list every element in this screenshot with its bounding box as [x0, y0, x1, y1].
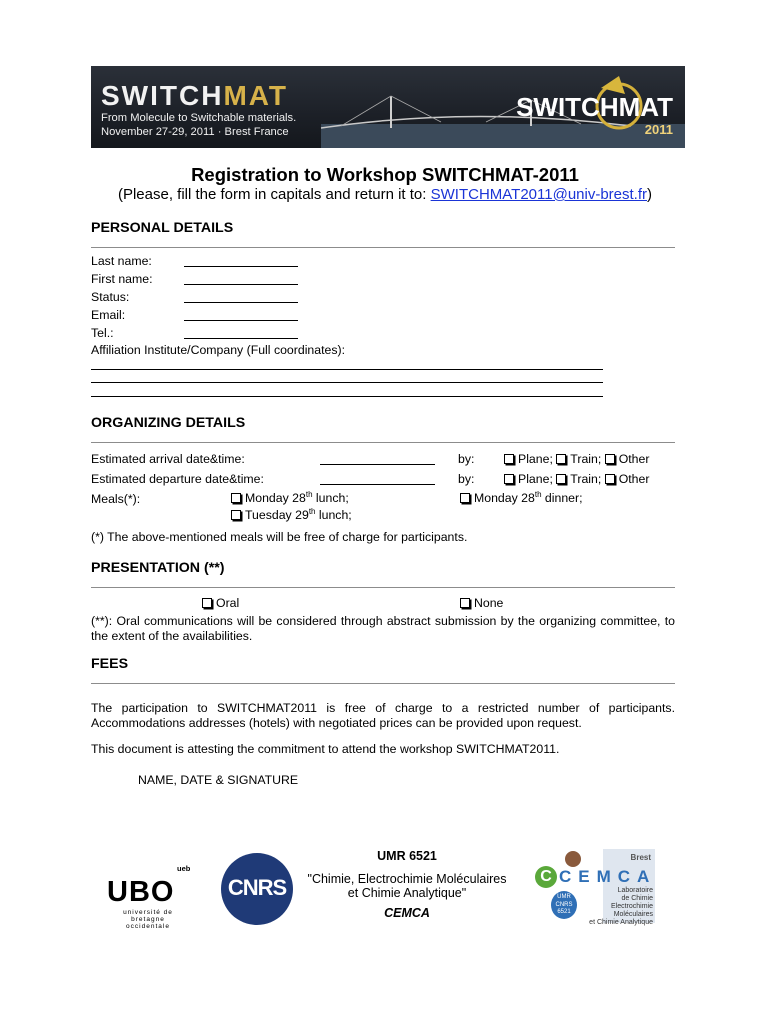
departure-label: Estimated departure date&time:	[91, 472, 264, 486]
affiliation-line-3[interactable]	[91, 396, 603, 397]
checkbox-icon[interactable]	[504, 474, 514, 484]
affiliation-line-1[interactable]	[91, 369, 603, 370]
first-name-label: First name:	[91, 272, 153, 286]
checkbox-icon[interactable]	[556, 474, 566, 484]
email-field[interactable]	[184, 308, 298, 321]
first-name-field[interactable]	[184, 272, 298, 285]
banner-subtitle: From Molecule to Switchable materials. November 27-29, 2011 · Brest France	[101, 112, 297, 138]
departure-by-label: by:	[458, 472, 475, 486]
fees-heading: FEES	[91, 656, 129, 672]
cnrs-logo: CNRS	[221, 853, 293, 925]
checkbox-icon[interactable]	[231, 493, 241, 503]
email-link[interactable]: SWITCHMAT2011@univ-brest.fr	[430, 186, 648, 203]
presentation-heading: PRESENTATION (**)	[91, 560, 225, 576]
ueb-logo: ueb	[177, 864, 191, 873]
divider	[91, 587, 675, 588]
cemca-logo: Brest C CEMCA UMR CNRS 6521 Laboratoire de Chimie Electrochimie Moléculaires et Chimie Analytique	[533, 849, 655, 923]
checkbox-icon[interactable]	[605, 474, 615, 484]
cemca-label: CEMCA	[384, 906, 430, 920]
departure-transport: Plane; Train; Other	[504, 472, 649, 486]
instructions: (Please, fill the form in capitals and return it to: SWITCHMAT2011@univ-brest.fr)	[117, 186, 653, 203]
fees-text: The participation to SWITCHMAT2011 is free of charge to a restricted number of participants. Accommodations addresses (hotels) with negotiated prices can be provided upon request.	[91, 701, 675, 730]
presentation-note: (**): Oral communications will be considered through abstract submission by the organizing committee, to the extent of the availabilities.	[91, 614, 675, 643]
last-name-label: Last name:	[91, 254, 152, 268]
lab-name-line-1: "Chimie, Electrochimie Moléculaires	[307, 872, 507, 886]
banner-title: SWITCHMAT	[101, 80, 289, 111]
checkbox-icon[interactable]	[556, 454, 566, 464]
lab-name-line-2: et Chimie Analytique"	[347, 886, 467, 900]
switchmat-logo: SWITCHMAT	[516, 92, 673, 122]
header-banner	[91, 66, 685, 148]
checkbox-icon[interactable]	[504, 454, 514, 464]
logo-year: 2011	[644, 122, 673, 137]
monday-dinner-option[interactable]: Monday 28th dinner;	[460, 490, 583, 505]
checkbox-icon[interactable]	[202, 598, 212, 608]
checkbox-icon[interactable]	[231, 510, 241, 520]
page-title: Registration to Workshop SWITCHMAT-2011	[191, 164, 579, 185]
divider	[91, 683, 675, 684]
status-label: Status:	[91, 290, 130, 304]
email-label: Email:	[91, 308, 126, 322]
arrival-label: Estimated arrival date&time:	[91, 452, 245, 466]
tel-label: Tel.:	[91, 326, 114, 340]
signature-label: NAME, DATE & SIGNATURE	[138, 773, 299, 787]
oral-option[interactable]: Oral	[202, 596, 239, 610]
tuesday-lunch-option[interactable]: Tuesday 29th lunch;	[231, 507, 352, 522]
umr-label: UMR 6521	[377, 849, 437, 863]
last-name-field[interactable]	[184, 254, 298, 267]
departure-field[interactable]	[320, 472, 435, 485]
status-field[interactable]	[184, 290, 298, 303]
checkbox-icon[interactable]	[460, 598, 470, 608]
attestation-text: This document is attesting the commitment to attend the workshop SWITCHMAT2011.	[91, 742, 560, 756]
organizing-heading: ORGANIZING DETAILS	[91, 415, 246, 431]
arrival-field[interactable]	[320, 452, 435, 465]
divider	[91, 442, 675, 443]
meals-note: (*) The above-mentioned meals will be free of charge for participants.	[91, 530, 468, 544]
arrival-by-label: by:	[458, 452, 475, 466]
tel-field[interactable]	[184, 326, 298, 339]
none-option[interactable]: None	[460, 596, 503, 610]
arrival-transport: Plane; Train; Other	[504, 452, 649, 466]
personal-heading: PERSONAL DETAILS	[91, 220, 234, 236]
affiliation-label: Affiliation Institute/Company (Full coordinates):	[91, 343, 346, 357]
monday-lunch-option[interactable]: Monday 28th lunch;	[231, 490, 349, 505]
checkbox-icon[interactable]	[460, 493, 470, 503]
checkbox-icon[interactable]	[605, 454, 615, 464]
divider	[91, 247, 675, 248]
affiliation-line-2[interactable]	[91, 382, 603, 383]
ubo-logo: UBO université de bretagne occidentale	[107, 876, 175, 930]
meals-label: Meals(*):	[91, 492, 141, 506]
